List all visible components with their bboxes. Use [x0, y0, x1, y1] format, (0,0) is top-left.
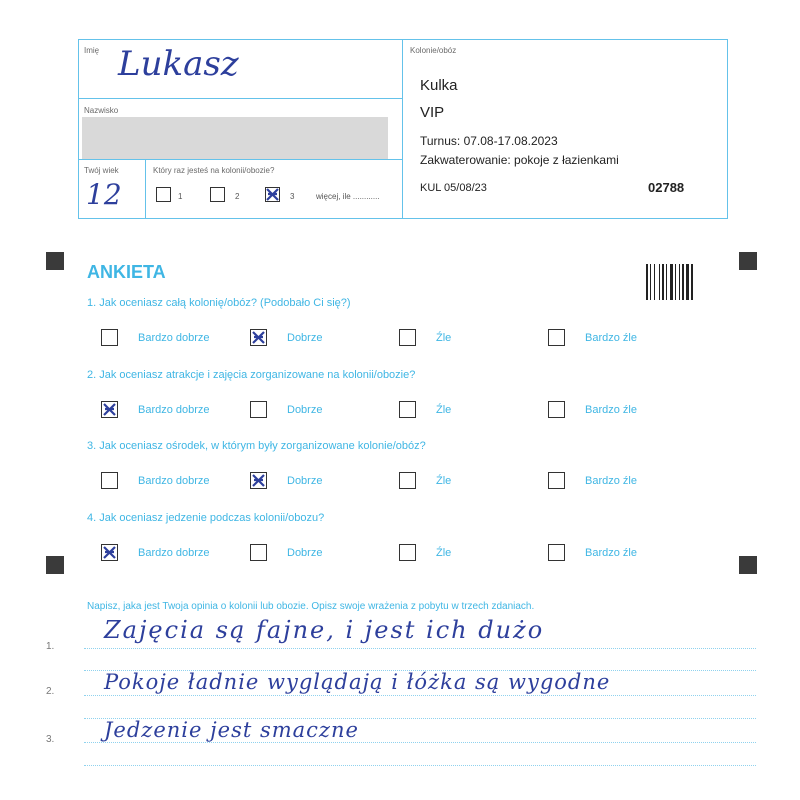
answer-line-5	[84, 742, 756, 743]
q1-checkbox-2[interactable]	[250, 329, 267, 346]
opinion-prompt: Napisz, jaka jest Twoja opinia o kolonii lub obozie. Opisz swoje wrażenia z pobytu w trzech zdaniach.	[87, 601, 535, 612]
turnus: Turnus: 07.08-17.08.2023	[420, 134, 558, 148]
camp-label: Kolonie/obóz	[410, 46, 457, 55]
q3-option-label-2: Dobrze	[287, 475, 323, 487]
camp-name: Kulka	[420, 77, 458, 94]
age-handwritten: 12	[86, 178, 122, 211]
name-handwritten: Lukasz	[118, 44, 239, 84]
q2-checkbox-4[interactable]	[548, 401, 565, 418]
answer-handwritten-1: Zajęcia są fajne, i jest ich dużo	[104, 616, 545, 644]
handwritten-check-mark	[250, 472, 267, 489]
answer-line-number-1: 1.	[46, 641, 55, 652]
q4-checkbox-4[interactable]	[548, 544, 565, 561]
surname-redaction	[82, 117, 388, 159]
q1-option-label-3: Źle	[436, 332, 452, 344]
barcode-bar	[662, 264, 664, 300]
barcode-bar	[650, 264, 651, 300]
answer-handwritten-3: Jedzenie jest smaczne	[104, 718, 359, 742]
age-divider	[145, 159, 146, 219]
times-checkbox-2[interactable]	[210, 187, 225, 202]
q1-checkbox-3[interactable]	[399, 329, 416, 346]
times-checkbox-1[interactable]	[156, 187, 171, 202]
q3-checkbox-2[interactable]	[250, 472, 267, 489]
camp-type: VIP	[420, 104, 445, 121]
times-option-2: 2	[235, 192, 240, 201]
camp-code: KUL 05/08/23	[420, 182, 487, 194]
barcode-bar	[659, 264, 660, 300]
barcode-bar	[679, 264, 680, 300]
q4-checkbox-3[interactable]	[399, 544, 416, 561]
answer-line-6	[84, 765, 756, 766]
answer-line-number-2: 2.	[46, 686, 55, 697]
times-option-1: 1	[178, 192, 183, 201]
q1-checkbox-4[interactable]	[548, 329, 565, 346]
handwritten-check-mark	[250, 329, 267, 346]
accommodation: Zakwaterowanie: pokoje z łazienkami	[420, 153, 619, 167]
q3-option-label-4: Bardzo źle	[585, 475, 637, 487]
q3-option-label-1: Bardzo dobrze	[138, 475, 210, 487]
registration-marker-bottom-right	[739, 556, 757, 574]
handwritten-check-mark	[101, 401, 118, 418]
q4-option-label-2: Dobrze	[287, 547, 323, 559]
barcode-bar	[646, 264, 648, 300]
surname-label: Nazwisko	[84, 106, 119, 115]
question-4: 4. Jak oceniasz jedzenie podczas kolonii/obozu?	[87, 512, 325, 524]
q4-option-label-3: Źle	[436, 547, 452, 559]
handwritten-check-mark	[101, 544, 118, 561]
q2-checkbox-2[interactable]	[250, 401, 267, 418]
q1-option-label-2: Dobrze	[287, 332, 323, 344]
question-3: 3. Jak oceniasz ośrodek, w którym były zorganizowane kolonie/obóz?	[87, 440, 426, 452]
barcode-bar	[675, 264, 676, 300]
age-label: Twój wiek	[84, 166, 119, 175]
q1-option-label-4: Bardzo źle	[585, 332, 637, 344]
barcode-bar	[686, 264, 689, 300]
barcode-bar	[691, 264, 693, 300]
name-label: Imię	[84, 46, 100, 55]
form-number: 02788	[648, 180, 685, 195]
header-divider	[402, 39, 403, 219]
q4-checkbox-1[interactable]	[101, 544, 118, 561]
header-row-line-2	[78, 159, 403, 160]
q2-checkbox-1[interactable]	[101, 401, 118, 418]
answer-line-1	[84, 648, 756, 649]
barcode-bar	[682, 264, 684, 300]
q3-checkbox-3[interactable]	[399, 472, 416, 489]
q2-checkbox-3[interactable]	[399, 401, 416, 418]
q2-option-label-3: Źle	[436, 404, 452, 416]
q4-option-label-4: Bardzo źle	[585, 547, 637, 559]
q2-option-label-4: Bardzo źle	[585, 404, 637, 416]
registration-marker-bottom-left	[46, 556, 64, 574]
times-label: Który raz jesteś na kolonii/obozie?	[153, 166, 275, 175]
survey-title: ANKIETA	[87, 262, 166, 282]
times-checkbox-3[interactable]	[265, 187, 280, 202]
barcode-bar	[666, 264, 667, 300]
registration-marker-top-left	[46, 252, 64, 270]
q4-checkbox-2[interactable]	[250, 544, 267, 561]
q3-option-label-3: Źle	[436, 475, 452, 487]
q3-checkbox-1[interactable]	[101, 472, 118, 489]
times-more: więcej, ile ............	[316, 192, 380, 201]
header-row-line-1	[78, 98, 403, 99]
q1-option-label-1: Bardzo dobrze	[138, 332, 210, 344]
q4-option-label-1: Bardzo dobrze	[138, 547, 210, 559]
q3-checkbox-4[interactable]	[548, 472, 565, 489]
barcode	[646, 264, 701, 300]
registration-marker-top-right	[739, 252, 757, 270]
times-option-3: 3	[290, 192, 295, 201]
handwritten-check-mark	[265, 187, 280, 202]
q2-option-label-1: Bardzo dobrze	[138, 404, 210, 416]
answer-line-number-3: 3.	[46, 734, 55, 745]
barcode-bar	[670, 264, 673, 300]
answer-handwritten-2: Pokoje ładnie wyglądają i łóżka są wygodne	[104, 670, 611, 694]
q2-option-label-2: Dobrze	[287, 404, 323, 416]
question-2: 2. Jak oceniasz atrakcje i zajęcia zorganizowane na kolonii/obozie?	[87, 369, 416, 381]
answer-line-3	[84, 695, 756, 696]
q1-checkbox-1[interactable]	[101, 329, 118, 346]
barcode-bar	[654, 264, 655, 300]
question-1: 1. Jak oceniasz całą kolonię/obóz? (Podobało Ci się?)	[87, 297, 351, 309]
